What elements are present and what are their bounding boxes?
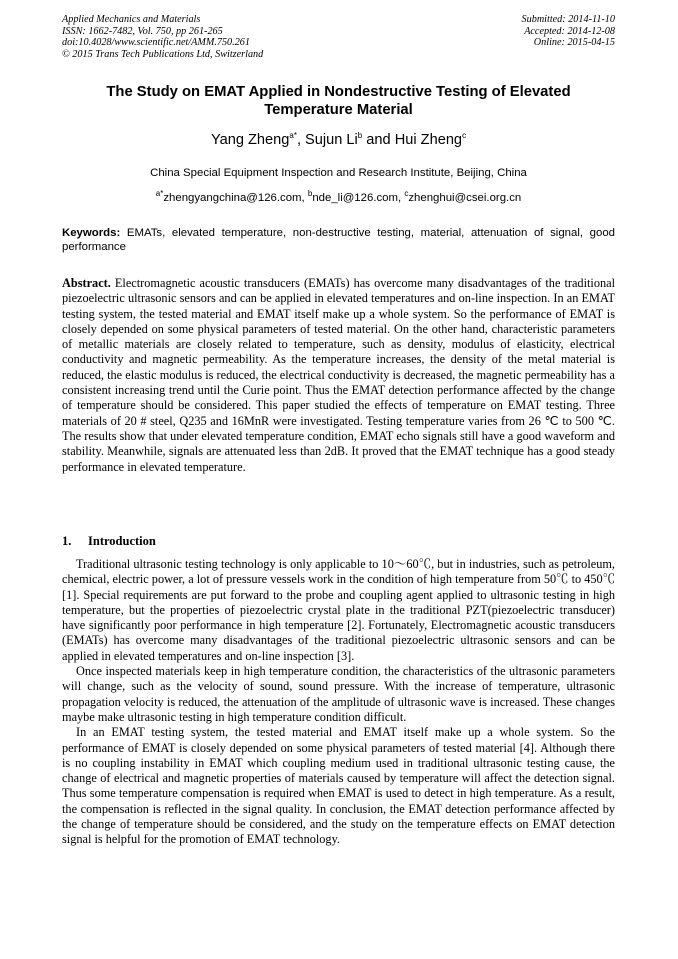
- section-number: 1.: [62, 534, 72, 548]
- accepted-date: Accepted: 2014-12-08: [524, 25, 615, 37]
- author-separator: and: [362, 132, 395, 148]
- submitted-date: Submitted: 2014-11-10: [521, 14, 615, 25]
- email-separator: ,: [398, 192, 405, 204]
- introduction-body: [62, 557, 615, 848]
- journal-doi: doi:10.4028/www.scientific.net/AMM.750.261: [62, 37, 250, 49]
- author-mark: b: [357, 131, 363, 141]
- email-address[interactable]: zhengyangchina@126.com: [163, 192, 302, 204]
- online-date: Online: 2015-04-15: [533, 37, 615, 49]
- paragraph: Traditional ultrasonic testing technology is only applicable to 10～60℃, but in industries, such as petroleum, chemical, electric power, a lot of pressure vessels work in the condition of high temperature from 50℃ to 450℃ [1]. Special requirements are put forward to the probe and coupling agent applied to ultrasonic testing in high temperature, but the properties of piezoelectric crystal plate in the traditional PZT(piezoelectric transducer) have significantly poor performance in high temperature [2]. Fortunately, Electromagnetic acoustic transducers (EMATs) has overcome many disadvantages of the traditional piezoelectric ultrasonic sensors and can be applied in elevated temperatures and on-line inspection [3].: [62, 557, 615, 663]
- keywords-label: Keywords:: [62, 227, 121, 239]
- abstract-text: Electromagnetic acoustic transducers (EMATs) has overcome many disadvantages of the traditional piezoelectric ultrasonic sensors and can be applied in elevated temperatures and on-line inspection. In an EMAT testing system, the tested material and EMAT itself make up a whole system. So the performance of EMAT is closely depended on some physical parameters of tested material. On the other hand, characteristic parameters of metallic materials are closely related to temperature, such as density, modulus of elasticity, electrical conductivity and magnetic permeability. As the temperature increases, the density of the metal material is reduced, the elastic modulus is reduced, the electrical conductivity is decreased, the magnetic permeability has a consistent increasing trend until the Curie point. Thus the EMAT detection performance affected by the change of temperature should be considered. This paper studied the effects of temperature on EMAT testing. Three materials of 20 # steel, Q235 and 16MnR were investigated. Testing temperature varies from 26 ℃ to 500 ℃. The results show that under elevated temperature condition, EMAT echo signals still have a good waveform and stability. Meanwhile, signals are attenuated less than 2dB. It proved that the EMAT technique has a good steady performance in elevated temperature.: [62, 276, 616, 474]
- section-title: Introduction: [88, 534, 156, 548]
- journal-info: [62, 14, 263, 60]
- paragraph: In an EMAT testing system, the tested material and EMAT itself make up a whole system. So the performance of EMAT is closely depended on some physical parameters of tested material [4]. Although there is no coupling instability in EMAT which coupling medium used in traditional ultrasonic testing cause, the change of electrical and magnetic properties of materials caused by temperature will affect the detection signal. Thus some temperature compensation is required when EMAT is used to detect in high temperature. As a result, the compensation is reflected in the signal quality. In conclusion, the EMAT detection performance affected by the change of temperature should be considered, and the study on the temperature effects on EMAT detection signal is helpful for the promotion of EMAT technology.: [62, 725, 615, 847]
- keywords-text: EMATs, elevated temperature, non-destructive testing, material, attenuation of signal, good performance: [62, 227, 615, 253]
- email-address[interactable]: nde_li@126.com: [312, 192, 398, 204]
- author-mark: c: [462, 131, 467, 141]
- author-list: [62, 131, 615, 149]
- affiliation: China Special Equipment Inspection and Research Institute, Beijing, China: [150, 167, 527, 179]
- submission-dates: [522, 14, 615, 49]
- author-name: Yang Zheng: [210, 132, 290, 148]
- paragraph: Once inspected materials keep in high temperature condition, the characteristics of the ultrasonic parameters will change, such as the velocity of sound, sound pressure. With the increase of temperature, ultrasonic propagation velocity is reduced, the attenuation of the amplitude of ultrasonic wave is increased. These changes maybe make ultrasonic testing in high temperature condition difficult.: [62, 664, 615, 724]
- author-mark: a*: [289, 131, 297, 141]
- abstract-label: Abstract.: [62, 276, 111, 290]
- keywords: [62, 226, 615, 254]
- email-mark: a*: [155, 189, 164, 199]
- abstract: [62, 276, 615, 475]
- author-name: Hui Zheng: [394, 132, 463, 148]
- email-mark: c: [404, 189, 409, 199]
- author-name: Sujun Li: [305, 132, 358, 148]
- section-heading-introduction: [62, 534, 156, 549]
- journal-issn: ISSN: 1662-7482, Vol. 750, pp 261-265: [62, 25, 223, 37]
- email-mark: b: [307, 189, 313, 199]
- email-address[interactable]: zhenghui@csei.org.cn: [408, 192, 522, 204]
- email-list: [62, 191, 615, 205]
- journal-copyright: © 2015 Trans Tech Publications Ltd, Switzerland: [62, 48, 264, 60]
- paper-title: The Study on EMAT Applied in Nondestructive Testing of Elevated Temperature Material: [106, 84, 571, 118]
- email-separator: ,: [301, 192, 308, 204]
- journal-name: Applied Mechanics and Materials: [62, 14, 201, 25]
- author-separator: ,: [296, 132, 306, 148]
